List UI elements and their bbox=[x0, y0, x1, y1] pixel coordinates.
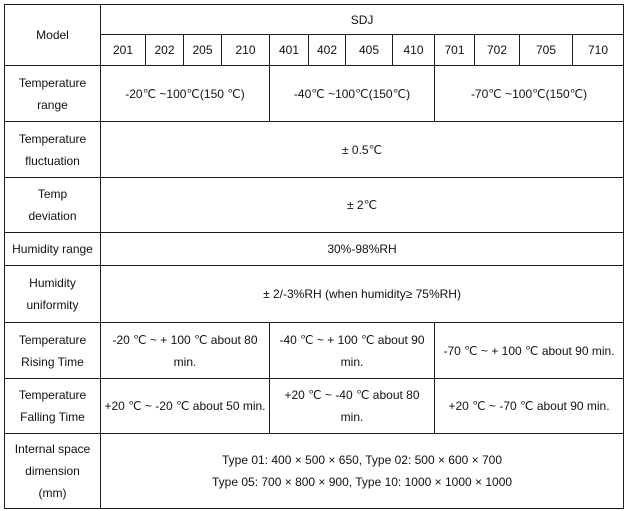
row-label bbox=[5, 178, 101, 233]
row-label bbox=[5, 434, 101, 509]
brand-cell bbox=[101, 5, 624, 35]
model-cell: 201 bbox=[101, 35, 146, 66]
internal-space-line: Type 01: 400 × 500 × 650, Type 02: 500 × 600 × 700 bbox=[222, 453, 503, 467]
model-label-cell bbox=[5, 5, 101, 66]
row-label-line: Falling Time bbox=[20, 410, 85, 424]
model-cell: 405 bbox=[346, 35, 393, 66]
row-label-line: Humidity bbox=[29, 276, 76, 290]
row-humidity-range bbox=[5, 233, 624, 266]
humidity-uniformity-value: ± 2/-3%RH (when humidity≥ 75%RH) bbox=[101, 266, 624, 323]
row-label-line: Temperature bbox=[18, 332, 87, 347]
row-label bbox=[5, 266, 101, 323]
row-label bbox=[5, 66, 101, 122]
temperature-fluctuation-value: ± 0.5℃ bbox=[101, 122, 624, 178]
rising-time-group-7xx: -70 ℃ ~ + 100 ℃ about 90 min. bbox=[435, 323, 624, 379]
row-label-line: Temp bbox=[37, 187, 68, 201]
model-cell: 705 bbox=[520, 35, 573, 66]
row-label bbox=[5, 323, 101, 379]
row-label-line: range bbox=[37, 97, 68, 112]
row-label-line: dimension bbox=[25, 464, 80, 478]
temperature-range-group-4xx: -40℃ ~100℃(150℃) bbox=[270, 66, 435, 122]
row-label-line: Rising Time bbox=[21, 354, 84, 369]
model-cell: 401 bbox=[270, 35, 309, 66]
row-label: Humidity range bbox=[5, 233, 101, 266]
row-rising-time bbox=[5, 323, 624, 379]
brand-name: SDJ bbox=[350, 12, 374, 27]
falling-time-group-7xx: +20 ℃ ~ -70 ℃ about 90 min. bbox=[435, 379, 624, 434]
falling-time-group-4xx: +20 ℃ ~ -40 ℃ about 80 min. bbox=[270, 379, 435, 434]
row-temperature-range bbox=[5, 66, 624, 122]
row-falling-time bbox=[5, 379, 624, 434]
temp-deviation-value: ± 2℃ bbox=[101, 178, 624, 233]
internal-space-value bbox=[101, 434, 624, 509]
humidity-range-value: 30%-98%RH bbox=[101, 233, 624, 266]
row-temp-deviation bbox=[5, 178, 624, 233]
row-label bbox=[5, 379, 101, 434]
row-temperature-fluctuation bbox=[5, 122, 624, 178]
row-internal-space bbox=[5, 434, 624, 509]
model-cell: 701 bbox=[435, 35, 475, 66]
spec-table-wrapper bbox=[4, 4, 624, 509]
row-label-line: Temperature bbox=[18, 388, 87, 402]
falling-time-group-2xx: +20 ℃ ~ -20 ℃ about 50 min. bbox=[101, 379, 270, 434]
row-label-line: uniformity bbox=[26, 298, 79, 312]
model-cell: 410 bbox=[393, 35, 435, 66]
row-label-line: Internal space bbox=[14, 442, 91, 456]
model-cell: 210 bbox=[222, 35, 270, 66]
row-label-line: Temperature bbox=[18, 131, 87, 146]
model-cell: 402 bbox=[309, 35, 346, 66]
row-label-line: deviation bbox=[28, 209, 77, 223]
internal-space-line: Type 05: 700 × 800 × 900, Type 10: 1000 × 1000 × 1000 bbox=[212, 475, 513, 489]
model-label: Model bbox=[36, 28, 69, 42]
row-label bbox=[5, 122, 101, 178]
temperature-range-group-7xx: -70℃ ~100℃(150℃) bbox=[435, 66, 624, 122]
row-label-line: fluctuation bbox=[25, 153, 80, 168]
header-row-brand bbox=[5, 5, 624, 35]
model-cell: 205 bbox=[184, 35, 222, 66]
temperature-range-group-2xx: -20℃ ~100℃(150 ℃) bbox=[101, 66, 270, 122]
row-humidity-uniformity bbox=[5, 266, 624, 323]
spec-table bbox=[4, 4, 624, 509]
row-label-line: Temperature bbox=[18, 75, 87, 90]
row-label-line: (mm) bbox=[38, 486, 67, 500]
model-cell: 202 bbox=[146, 35, 184, 66]
rising-time-group-4xx: -40 ℃ ~ + 100 ℃ about 90 min. bbox=[270, 323, 435, 379]
rising-time-group-2xx: -20 ℃ ~ + 100 ℃ about 80 min. bbox=[101, 323, 270, 379]
model-cell: 710 bbox=[573, 35, 624, 66]
model-cell: 702 bbox=[475, 35, 520, 66]
